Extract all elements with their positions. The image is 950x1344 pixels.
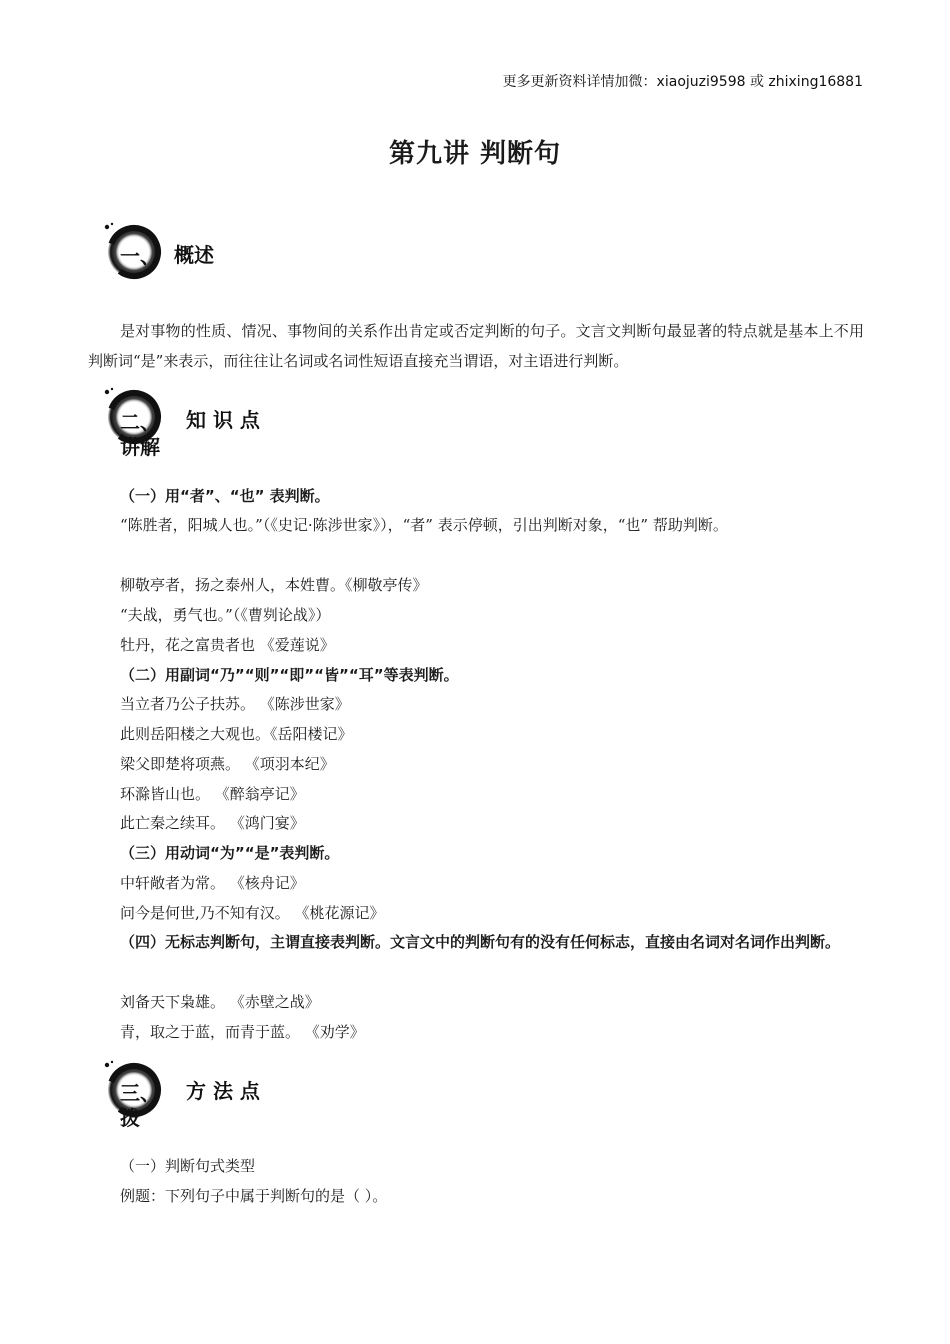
- example-line: 刘备天下枭雄。 《赤壁之战》: [120, 993, 320, 1011]
- example-line: 此亡秦之续耳。 《鸿门宴》: [120, 814, 305, 832]
- method-subheading: （一）判断句式类型: [120, 1157, 256, 1175]
- section-title-continued: 拨: [120, 1106, 140, 1130]
- example-line: 柳敬亭者，扬之泰州人，本姓曹。《柳敬亭传》: [120, 576, 428, 594]
- subheading: （二）用副词“乃”“则”“即”“皆”“耳”等表判断。: [120, 666, 459, 684]
- example-line: 中轩敞者为常。 《核舟记》: [120, 874, 305, 892]
- knowledge-paragraph: “陈胜者，阳城人也。”（《史记·陈涉世家》），“者” 表示停顿，引出判断对象，“也” 帮助判断。: [120, 516, 728, 534]
- example-line: 当立者乃公子扶苏。 《陈涉世家》: [120, 695, 350, 713]
- example-line: “夫战，勇气也。”（《曹刿论战》）: [120, 606, 331, 624]
- section-number: 二、: [120, 410, 160, 434]
- section-title-continued: 讲解: [120, 435, 160, 459]
- subheading: （一）用“者”、“也” 表判断。: [120, 487, 330, 505]
- section-number: 三、: [120, 1081, 160, 1105]
- example-line: 牡丹，花之富贵者也 《爱莲说》: [120, 636, 335, 654]
- section-title: 概述: [174, 243, 214, 267]
- section-title: 方 法 点: [186, 1079, 260, 1103]
- section-title: 知 识 点: [186, 408, 260, 432]
- example-line: 梁父即楚将项燕。 《项羽本纪》: [120, 755, 335, 773]
- example-line: 问今是何世,乃不知有汉。 《桃花源记》: [120, 904, 385, 922]
- example-line: 此则岳阳楼之大观也。《岳阳楼记》: [120, 725, 353, 743]
- subheading: （四）无标志判断句，主谓直接表判断。文言文中的判断句有的没有任何标志，直接由名词对名词作出判断。: [120, 933, 841, 951]
- example-question: 例题：下列句子中属于判断句的是（ ）。: [120, 1187, 388, 1205]
- example-line: 环滁皆山也。 《醉翁亭记》: [120, 785, 305, 803]
- subheading: （三）用动词“为”“是”表判断。: [120, 844, 340, 862]
- section-number: 一、: [120, 244, 160, 268]
- example-line: 青，取之于蓝，而青于蓝。 《劝学》: [120, 1023, 365, 1041]
- overview-paragraph: 是对事物的性质、情况、事物间的关系作出肯定或否定判断的句子。文言文判断句最显著的特点就是基本上不用判断词“是”来表示，而往往让名词或名词性短语直接充当谓语，对主语进行判断。: [88, 322, 864, 370]
- header-note: 更多更新资料详情加微：xiaojuzi9598 或 zhixing16881: [502, 74, 863, 90]
- page-title: 第九讲 判断句: [388, 139, 562, 169]
